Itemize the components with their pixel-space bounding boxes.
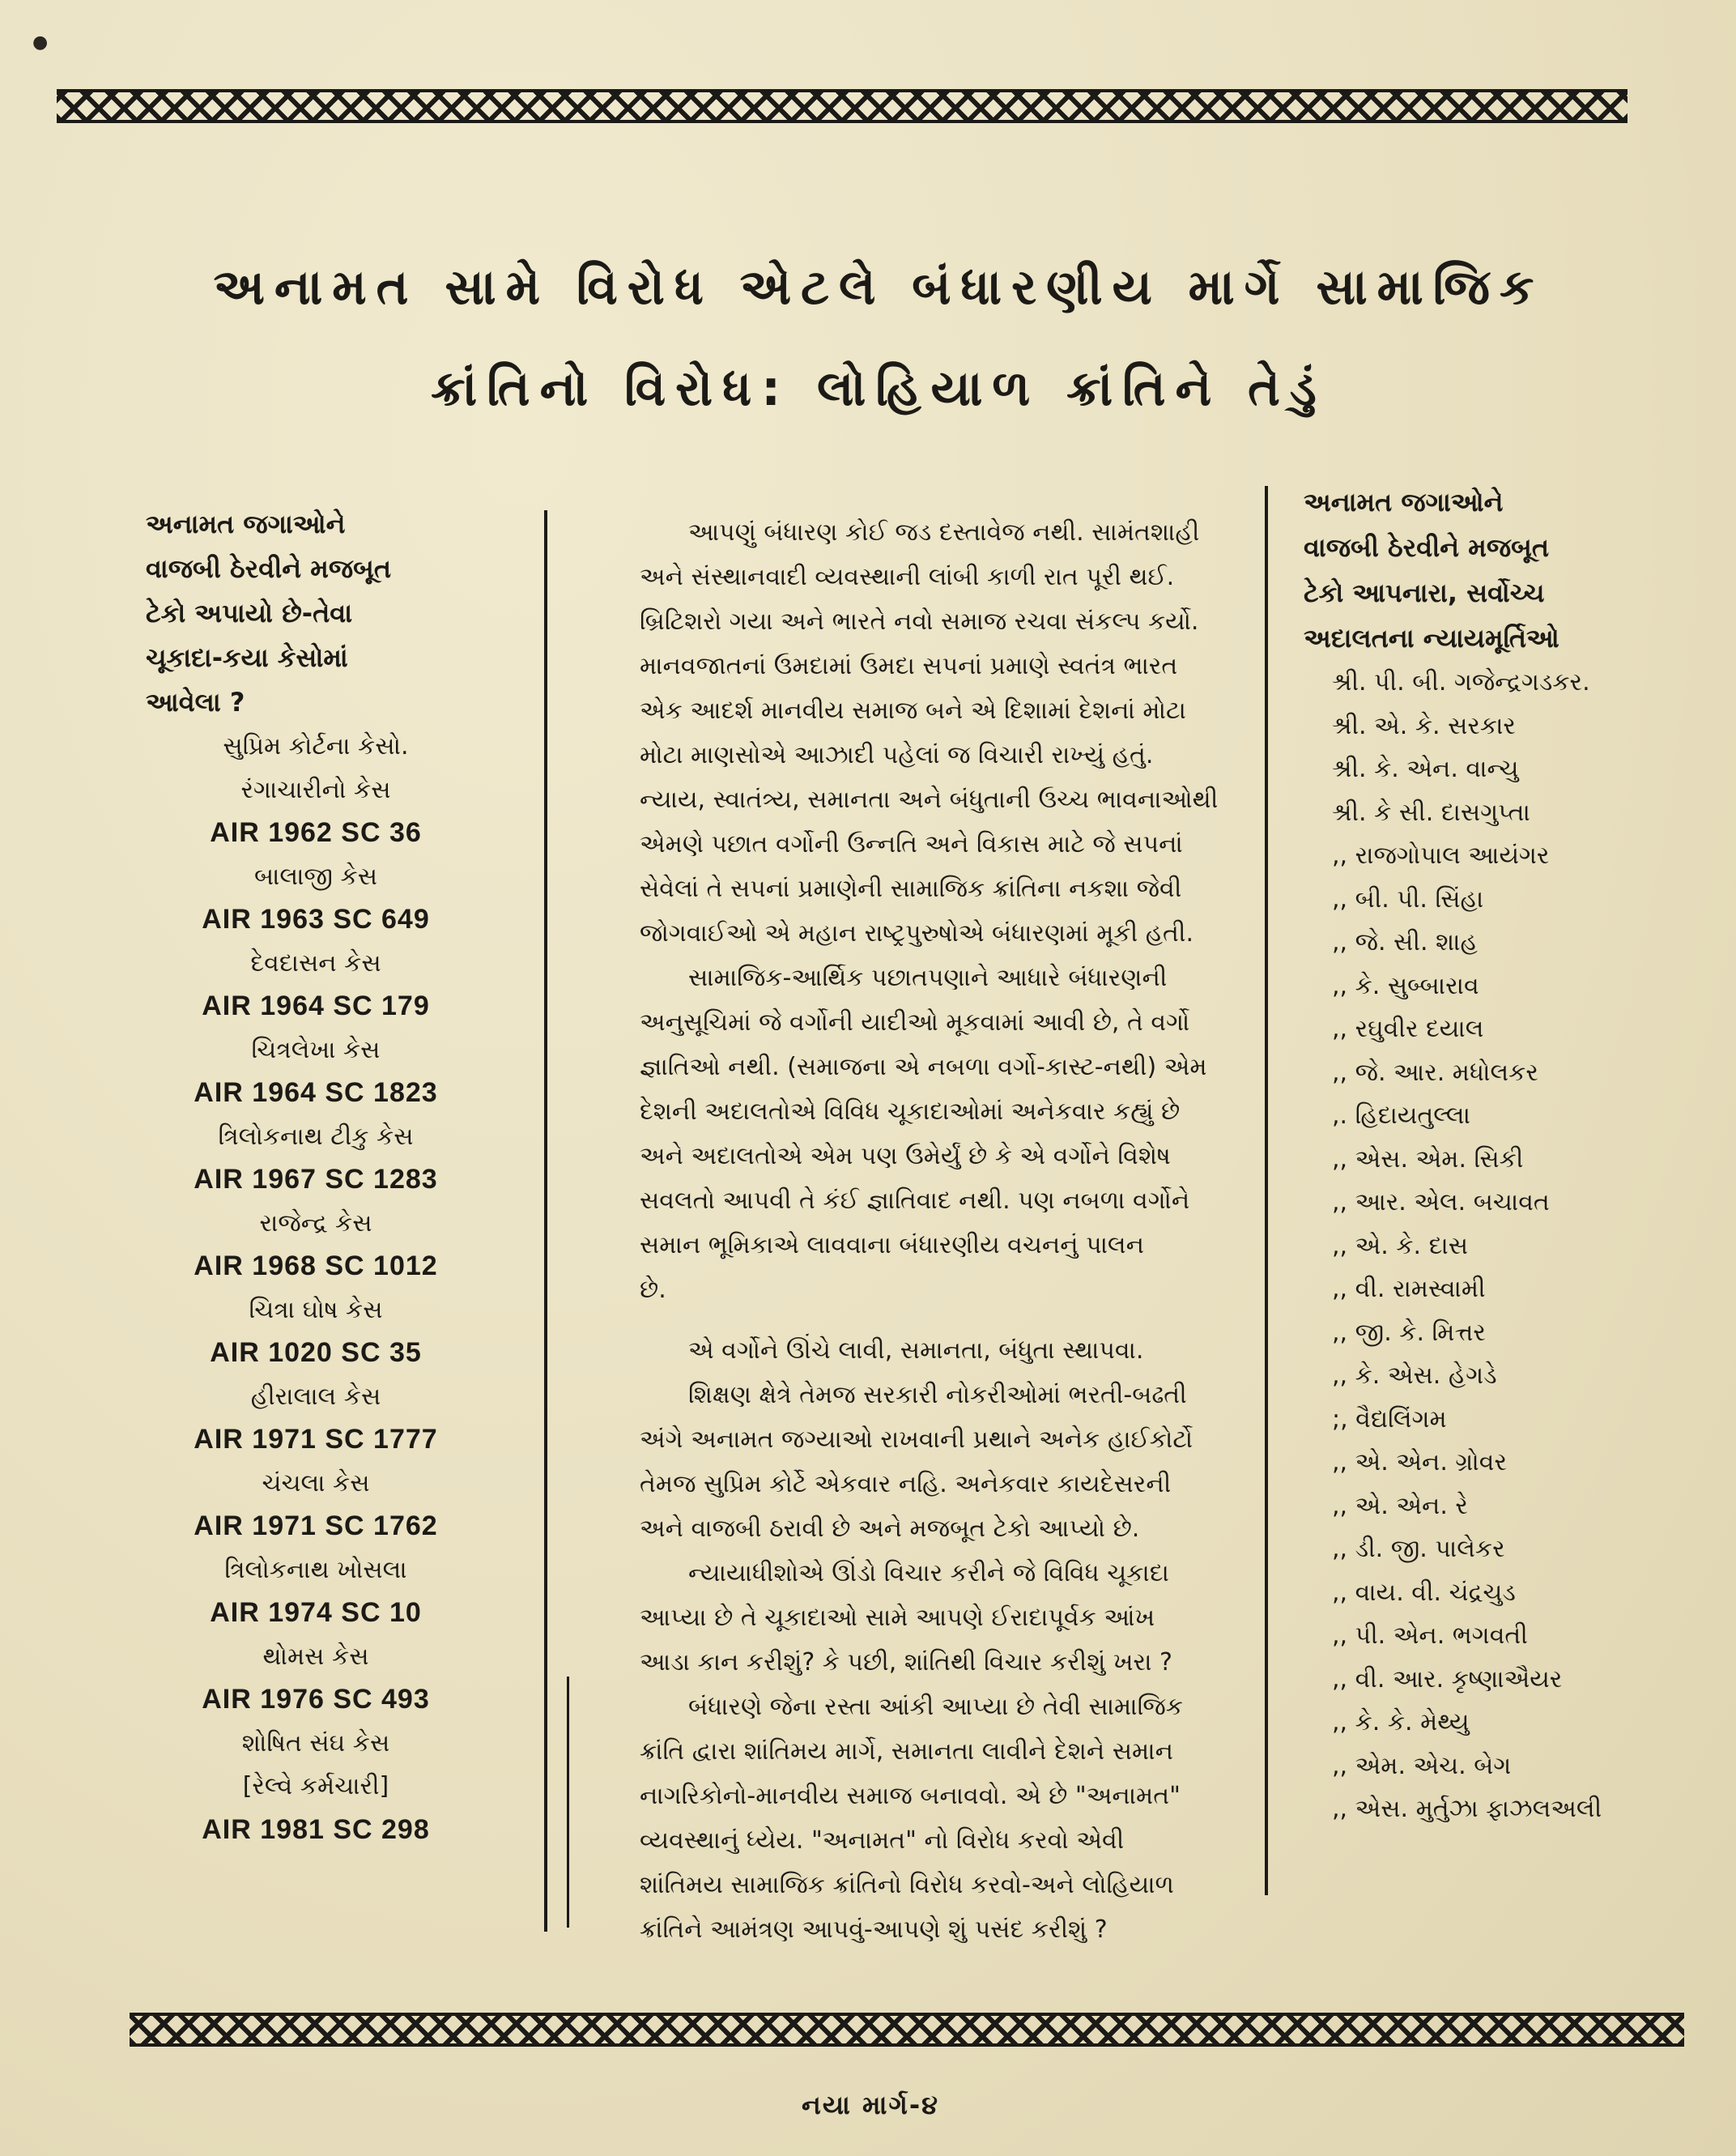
article-paragraph (591, 510, 1247, 956)
judge-name: ,, બી. પી. સિંહા (1332, 884, 1484, 914)
case-citation: AIR 1981 SC 298 (202, 1813, 430, 1845)
court-cases-column (121, 502, 526, 1851)
judge-name: ,, એ. એન. રે (1332, 1491, 1468, 1520)
case-name: થોમસ કેસ (262, 1642, 369, 1671)
article-line: એ વર્ગોને ઊંચે લાવી, સમાનતા, બંધુતા સ્થાપવા. (688, 1336, 1144, 1365)
case-name: રાજેન્દ્ર કેસ (259, 1208, 372, 1238)
cases-heading-line: ચૂકાદા-કયા કેસોમાં (146, 642, 348, 673)
case-citation: AIR 1976 SC 493 (202, 1684, 430, 1715)
judge-name: ,, વી. રામસ્વામી (1332, 1275, 1486, 1303)
judge-name: ,, એ. કે. દાસ (1332, 1231, 1469, 1260)
page-footer-label: નયા માર્ગ-૪ (802, 2090, 939, 2120)
judges-heading-line: અદાલતના ન્યાયમૂર્તિઓ (1304, 623, 1559, 654)
case-name: ચિત્રા ઘોષ કેસ (249, 1295, 383, 1324)
article-line: અને અદાલતોએ એમ પણ ઉમેર્યું છે કે એ વર્ગોને વિશેષ (640, 1142, 1171, 1170)
judge-name: ,, પી. એન. ભગવતી (1332, 1621, 1528, 1650)
judges-heading (1304, 479, 1708, 661)
judges-heading-line: વાજબી ઠેરવીને મજબૂત (1304, 532, 1550, 563)
case-name: ત્રિલોકનાથ ખોસલા (224, 1555, 407, 1584)
article-line: એમણે પછાત વર્ગોની ઉન્નતિ અને વિકાસ માટે જે સપનાં (640, 830, 1183, 859)
article-line: શાંતિમય સામાજિક ક્રાંતિનો વિરોધ કરવો-અને લોહિયાળ (640, 1871, 1174, 1899)
article-line: ક્રાંતિ દ્વારા શાંતિમય માર્ગે, સમાનતા લાવીને દેશને સમાન (640, 1737, 1173, 1766)
article-line: ક્રાંતિને આમંત્રણ આપવું-આપણે શું પસંદ કરીશું ? (640, 1915, 1108, 1944)
article-line: શિક્ષણ ક્ષેત્રે તેમજ સરકારી નોકરીઓમાં ભરતી-બઢતી (688, 1381, 1187, 1409)
article-line: જ્ઞાતિઓ નથી. (સમાજના એ નબળા વર્ગો-કાસ્ટ-નથી) એમ (640, 1053, 1207, 1081)
article-line: સેવેલાં તે સપનાં પ્રમાણેની સામાજિક ક્રાંતિના નકશા જેવી (640, 875, 1182, 903)
case-name: બાલાજી કેસ (253, 862, 378, 891)
case-name: સુપ્રિમ કોર્ટના કેસો. (223, 732, 409, 761)
article-line: બ્રિટિશરો ગયા અને ભારતે નવો સમાજ રચવા સંકલ્પ કર્યો. (640, 607, 1199, 636)
cases-heading-line: આવેલા ? (146, 687, 245, 718)
judge-name: શ્રી. એ. કે. સરકાર (1332, 711, 1516, 740)
case-citation: AIR 1974 SC 10 (210, 1597, 422, 1628)
judge-name: ,, વી. આર. કૃષ્ણાઐયર (1332, 1664, 1563, 1694)
judge-name: ,, એસ. એમ. સિકી (1332, 1144, 1524, 1174)
article-paragraph (591, 1373, 1247, 1551)
ink-spot: ● (32, 32, 49, 53)
judge-name: શ્રી. પી. બી. ગજેન્દ્રગડકર. (1332, 668, 1590, 697)
judge-name: ,, જી. કે. મિત્તર (1332, 1318, 1486, 1347)
judge-name: ,, રાજગોપાલ આયંગર (1332, 842, 1550, 870)
article-paragraph (591, 1685, 1247, 1952)
judge-name: ,, એસ. મુર્તુઝા ફાઝલઅલી (1332, 1795, 1602, 1823)
article-paragraph (591, 1328, 1247, 1373)
case-citation: AIR 1971 SC 1777 (194, 1424, 438, 1455)
judge-name: ;, વૈદ્યલિંગમ (1332, 1404, 1447, 1434)
headline-line-1: અનામત સામે વિરોધ એટલે બંધારણીય માર્ગે સામાજિક (213, 259, 1544, 316)
case-citation: AIR 1962 SC 36 (210, 817, 422, 848)
column-divider-right (1265, 486, 1268, 1895)
article-line: અંગે અનામત જગ્યાઓ રાખવાની પ્રથાને અનેક હાઈકોર્ટો (640, 1425, 1194, 1454)
column-divider-short (567, 1677, 569, 1928)
judge-name: ,, રઘુવીર દયાલ (1332, 1015, 1484, 1043)
article-line: જોગવાઈઓ એ મહાન રાષ્ટ્રપુરુષોએ બંધારણમાં મૂકી હતી. (640, 919, 1194, 948)
article-line: અનુસૂચિમાં જે વર્ગોની યાદીઓ મૂકવામાં આવી છે, તે વર્ગો (640, 1008, 1190, 1037)
judges-heading-line: ટેકો આપનારા, સર્વોચ્ચ (1304, 577, 1545, 608)
judge-name: ,, જે. આર. મધોલકર (1332, 1058, 1538, 1087)
judge-name: ,, કે. સુબ્બારાવ (1332, 971, 1479, 1000)
case-name: શોષિત સંઘ કેસ (241, 1728, 390, 1758)
case-citation: AIR 1968 SC 1012 (194, 1251, 438, 1281)
case-citation: AIR 1967 SC 1283 (194, 1164, 438, 1195)
judge-name: ,, આર. એલ. બચાવત (1332, 1188, 1550, 1216)
judge-name: ,, એ. એન. ગ્રોવર (1332, 1448, 1508, 1476)
judge-name: શ્રી. કે. એન. વાન્ચુ (1332, 755, 1519, 783)
article-paragraph (591, 1551, 1247, 1685)
article-line: સામાજિક-આર્થિક પછાતપણાને આધારે બંધારણની (688, 964, 1168, 992)
article-line: અને વાજબી ઠરાવી છે અને મજબૂત ટેકો આપ્યો છે. (640, 1515, 1140, 1543)
judge-name: ,, કે. એસ. હેગડે (1332, 1361, 1497, 1390)
judge-name: ,. હિદાયતુલ્લા (1332, 1101, 1470, 1130)
case-name: દેવદાસન કેસ (250, 948, 381, 978)
judge-name: ,, ડી. જી. પાલેકર (1332, 1535, 1505, 1563)
article-line: મોટા માણસોએ આઝાદી પહેલાં જ વિચારી રાખ્યું હતું. (640, 741, 1154, 769)
judge-name: ,, જે. સી. શાહ (1332, 928, 1478, 957)
column-divider-left (544, 510, 547, 1932)
cases-heading-line: ટેકો અપાયો છે-તેવા (146, 598, 353, 628)
case-name: રંગાચારીનો કેસ (240, 775, 391, 804)
article-line: વ્યવસ્થાનું ધ્યેય. "અનામત" નો વિરોધ કરવો એવી (640, 1826, 1125, 1855)
judges-heading-line: અનામત જગાઓને (1304, 487, 1504, 518)
cases-heading-line: વાજબી ઠેરવીને મજબૂત (146, 553, 392, 584)
judge-name: ,, કે. કે. મેથ્યુ (1332, 1708, 1470, 1736)
article-line: નાગરિકોનો-માનવીય સમાજ બનાવવો. એ છે "અનામત" (640, 1782, 1181, 1810)
cases-list (121, 725, 526, 1851)
case-name: ત્રિલોકનાથ ટીકુ કેસ (218, 1122, 414, 1151)
article-line: અને સંસ્થાનવાદી વ્યવસ્થાની લાંબી કાળી રાત પૂરી થઈ. (640, 563, 1175, 591)
article-line: દેશની અદાલતોએ વિવિધ ચૂકાદાઓમાં અનેકવાર કહ્યું છે (640, 1097, 1181, 1126)
decorative-border-top (57, 89, 1628, 123)
case-citation: AIR 1964 SC 179 (202, 991, 430, 1021)
article-paragraph (591, 956, 1247, 1312)
article-line: ન્યાય, સ્વાતંત્ર્ય, સમાનતા અને બંધુતાની ઉચ્ચ ભાવનાઓથી (640, 786, 1219, 814)
case-name: [રેલ્વે કર્મચારી] (242, 1772, 389, 1800)
decorative-border-bottom (130, 2013, 1684, 2047)
judges-column (1304, 479, 1708, 1831)
article-line: આપણું બંધારણ કોઈ જડ દસ્તાવેજ નથી. સામંતશાહી (688, 518, 1200, 547)
judge-name: શ્રી. કે સી. દાસગુપ્તા (1332, 798, 1530, 827)
article-line: છે. (640, 1276, 666, 1304)
article-line: માનવજાતનાં ઉમદામાં ઉમદા સપનાં પ્રમાણે સ્વતંત્ર ભારત (640, 652, 1178, 680)
cases-heading (121, 502, 526, 725)
article-line: ન્યાયાધીશોએ ઊંડો વિચાર કરીને જે વિવિધ ચૂકાદા (688, 1559, 1169, 1587)
article-body (591, 510, 1247, 1952)
article-line: આપ્યા છે તે ચૂકાદાઓ સામે આપણે ઈરાદાપૂર્વક આંખ (640, 1604, 1155, 1632)
article-line: બંધારણે જેના રસ્તા આંકી આપ્યા છે તેવી સામાજિક (688, 1693, 1183, 1721)
case-citation: AIR 1963 SC 649 (202, 904, 430, 935)
article-line: તેમજ સુપ્રિમ કોર્ટે એકવાર નહિ. અનેકવાર કાયદેસરની (640, 1470, 1172, 1498)
headline-line-2: ક્રાંતિનો વિરોધ: લોહિયાળ ક્રાંતિને તેડું (431, 360, 1326, 417)
case-name: ચિત્રલેખા કેસ (251, 1035, 381, 1064)
case-name: હીરાલાલ કેસ (250, 1382, 381, 1411)
case-citation: AIR 1971 SC 1762 (194, 1510, 438, 1541)
article-line: એક આદર્શ માનવીય સમાજ બને એ દિશામાં દેશનાં મોટા (640, 697, 1186, 725)
judge-name: ,, વાય. વી. ચંદ્રચુડ (1332, 1578, 1516, 1607)
judge-name: ,, એમ. એચ. બેગ (1332, 1751, 1512, 1780)
cases-heading-line: અનામત જગાઓને (146, 509, 346, 539)
case-citation: AIR 1964 SC 1823 (194, 1077, 438, 1108)
case-citation: AIR 1020 SC 35 (210, 1337, 422, 1368)
article-line: આડા કાન કરીશું? કે પછી, શાંતિથી વિચાર કરીશું ખરા ? (640, 1648, 1172, 1677)
article-line: સમાન ભૂમિકાએ લાવવાના બંધારણીય વચનનું પાલન (640, 1231, 1144, 1259)
article-line: સવલતો આપવી તે કંઈ જ્ઞાતિવાદ નથી. પણ નબળા વર્ગોને (640, 1187, 1190, 1215)
judges-list (1304, 661, 1708, 1831)
case-name: ચંચલા કેસ (262, 1468, 370, 1498)
